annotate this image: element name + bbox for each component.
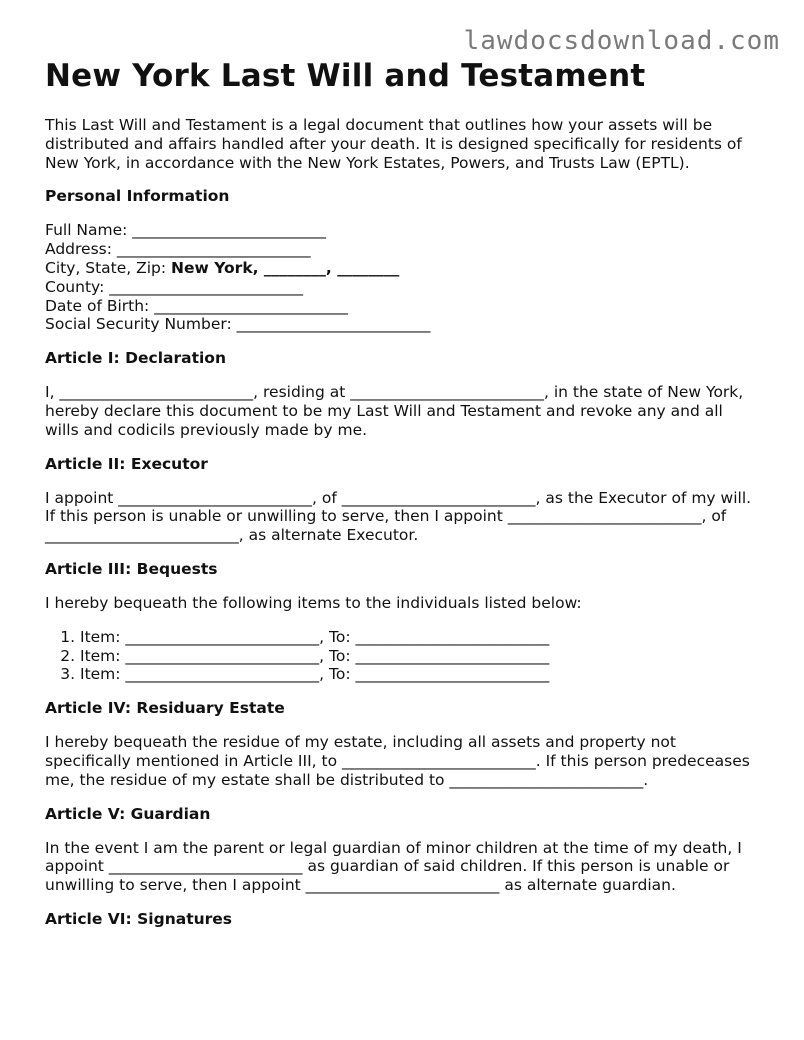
personal-info-heading: Personal Information xyxy=(45,187,230,206)
intro-paragraph: This Last Will and Testament is a legal document that outlines how your assets will be distributed and affairs handled after your death. It is designed specifically for residents of New York, in accordance with the New York Estates, Powers, and Trusts Law (EPTL). xyxy=(45,116,742,172)
address-field: Address: _________________________ xyxy=(45,240,311,259)
article-2-text: I appoint _________________________, of _________________________, as the Executor of my will. If this person is unable or unwilling to serve, then I appoint _________________________, of _________________________, as alternate Executor. xyxy=(45,488,752,545)
bequest-list xyxy=(45,628,761,684)
dob-field: Date of Birth: _________________________ xyxy=(45,296,348,315)
article-1-heading: Article I: Declaration xyxy=(45,349,226,368)
article-2-heading: Article II: Executor xyxy=(45,454,208,473)
personal-info-fields xyxy=(45,221,761,334)
article-3-heading: Article III: Bequests xyxy=(45,559,218,578)
document-page xyxy=(45,56,761,929)
article-4-heading: Article IV: Residuary Estate xyxy=(45,699,285,718)
article-5-text: In the event I am the parent or legal guardian of minor children at the time of my death, I appoint _________________________ as guardian of said children. If this person is unable or unwilling to serve, then I appoint _________________________ as alternate guardian. xyxy=(45,838,742,895)
list-item: 3. Item: _________________________, To: _________________________ xyxy=(80,665,761,684)
article-5-heading: Article V: Guardian xyxy=(45,804,211,823)
city-label: City, State, Zip: xyxy=(45,258,172,277)
article-1-text: I, _________________________, residing at _________________________, in the state of New York, hereby declare this document to be my Last Will and Testament and revoke any and all wills and codicils previously made by me. xyxy=(45,383,744,439)
article-3-text: I hereby bequeath the following items to the individuals listed below: xyxy=(45,593,582,612)
city-value: New York, ________, ________ xyxy=(171,258,400,277)
ssn-field: Social Security Number: _________________________ xyxy=(45,315,431,334)
city-state-zip-field xyxy=(45,259,761,278)
county-field: County: _________________________ xyxy=(45,277,303,296)
full-name-field: Full Name: _________________________ xyxy=(45,221,327,240)
list-item: 2. Item: _________________________, To: _________________________ xyxy=(80,647,761,666)
page-title: New York Last Will and Testament xyxy=(45,58,646,94)
article-6-heading: Article VI: Signatures xyxy=(45,909,233,928)
list-item: 1. Item: _________________________, To: _________________________ xyxy=(80,628,761,647)
watermark: lawdocsdownload.com xyxy=(463,26,780,56)
article-4-text: I hereby bequeath the residue of my estate, including all assets and property not specifically mentioned in Article III, to _________________________. If this person predeceases me, the residue of my estate shall be distributed to _________________________. xyxy=(45,733,750,789)
